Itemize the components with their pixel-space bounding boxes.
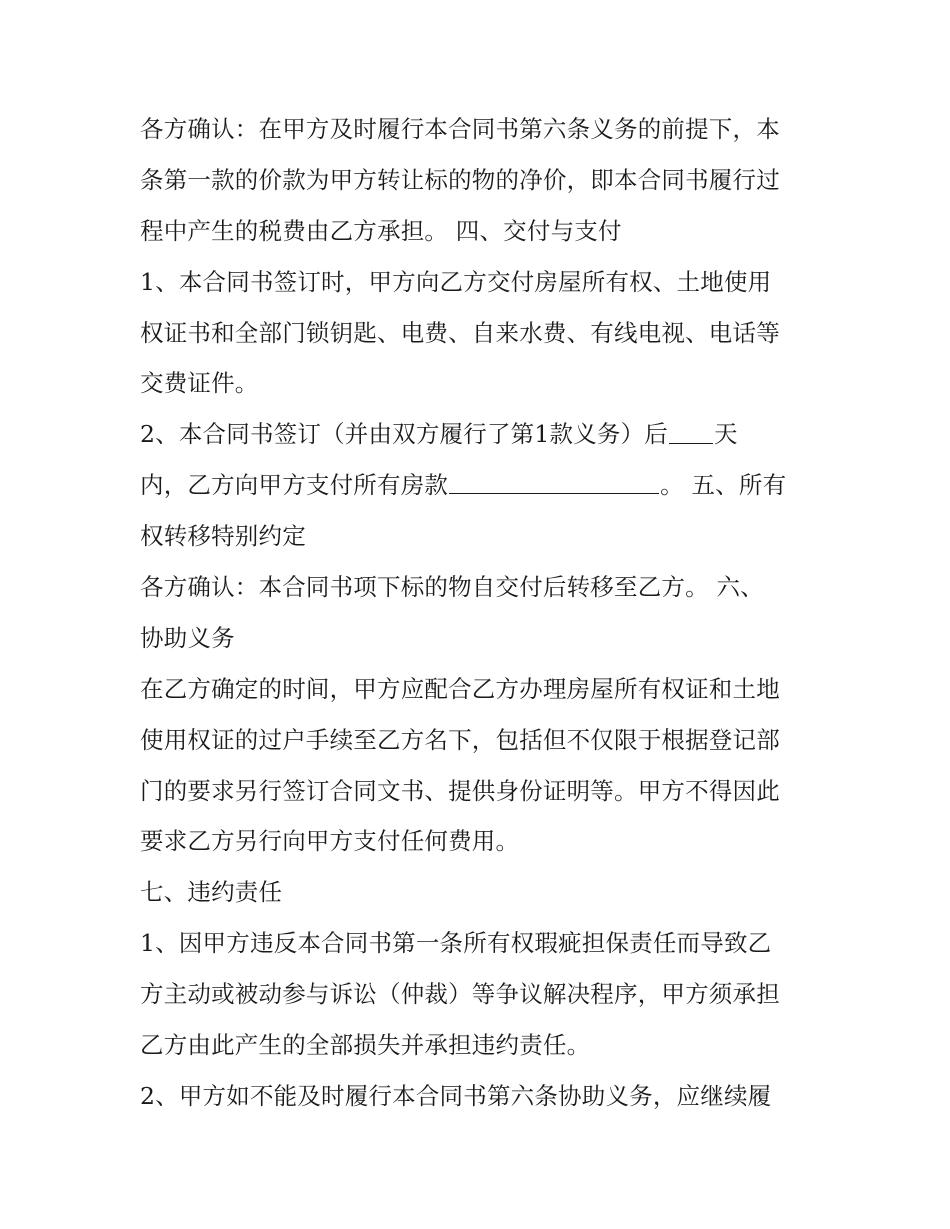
text-line: 方主动或被动参与诉讼（仲裁）等争议解决程序，甲方须承担 (140, 980, 780, 1009)
text-line: 乙方由此产生的全部损失并承担违约责任。 (140, 1031, 591, 1060)
text-segment: 。 五、所有 (660, 471, 787, 500)
text-line: 2、甲方如不能及时履行本合同书第六条协助义务，应继续履 (140, 1081, 772, 1110)
text-line: 程中产生的税费由乙方承担。 四、交付与支付 (140, 216, 622, 245)
text-line: 权转移特别约定 (140, 522, 306, 551)
text-line: 条第一款的价款为甲方转让标的物的净价，即本合同书履行过 (140, 165, 780, 194)
text-line: 各方确认：本合同书项下标的物自交付后转移至乙方。 六、 (140, 573, 764, 602)
text-line: 协助义务 (140, 623, 235, 652)
text-line: 各方确认：在甲方及时履行本合同书第六条义务的前提下，本 (140, 115, 780, 143)
text-segment: 2、本合同书签订（并由双方履行了第1款义务）后 (140, 420, 669, 449)
contract-body (140, 104, 820, 1122)
text-line: 1、因甲方违反本合同书第一条所有权瑕疵担保责任而导致乙 (140, 929, 772, 958)
text-line: 要求乙方另行向甲方支付任何费用。 (140, 827, 520, 856)
price-blank (449, 470, 659, 495)
text-line: 使用权证的过户手续至乙方名下，包括但不仅限于根据登记部 (140, 725, 780, 754)
text-line-with-blank (140, 460, 820, 511)
text-line: 在乙方确定的时间，甲方应配合乙方办理房屋所有权证和土地 (140, 674, 780, 703)
section-heading: 七、违约责任 (140, 878, 283, 907)
text-segment: 天 (714, 420, 738, 449)
text-line: 1、本合同书签订时，甲方向乙方交付房屋所有权、土地使用 (140, 267, 772, 296)
text-line: 交费证件。 (140, 369, 259, 398)
text-segment: 内，乙方向甲方支付所有房款 (140, 471, 449, 500)
days-blank (669, 419, 713, 444)
text-line: 权证书和全部门锁钥匙、电费、自来水费、有线电视、电话等 (140, 318, 780, 347)
text-line: 门的要求另行签订合同文书、提供身份证明等。甲方不得因此 (140, 776, 780, 805)
text-line-with-blank (140, 409, 820, 460)
